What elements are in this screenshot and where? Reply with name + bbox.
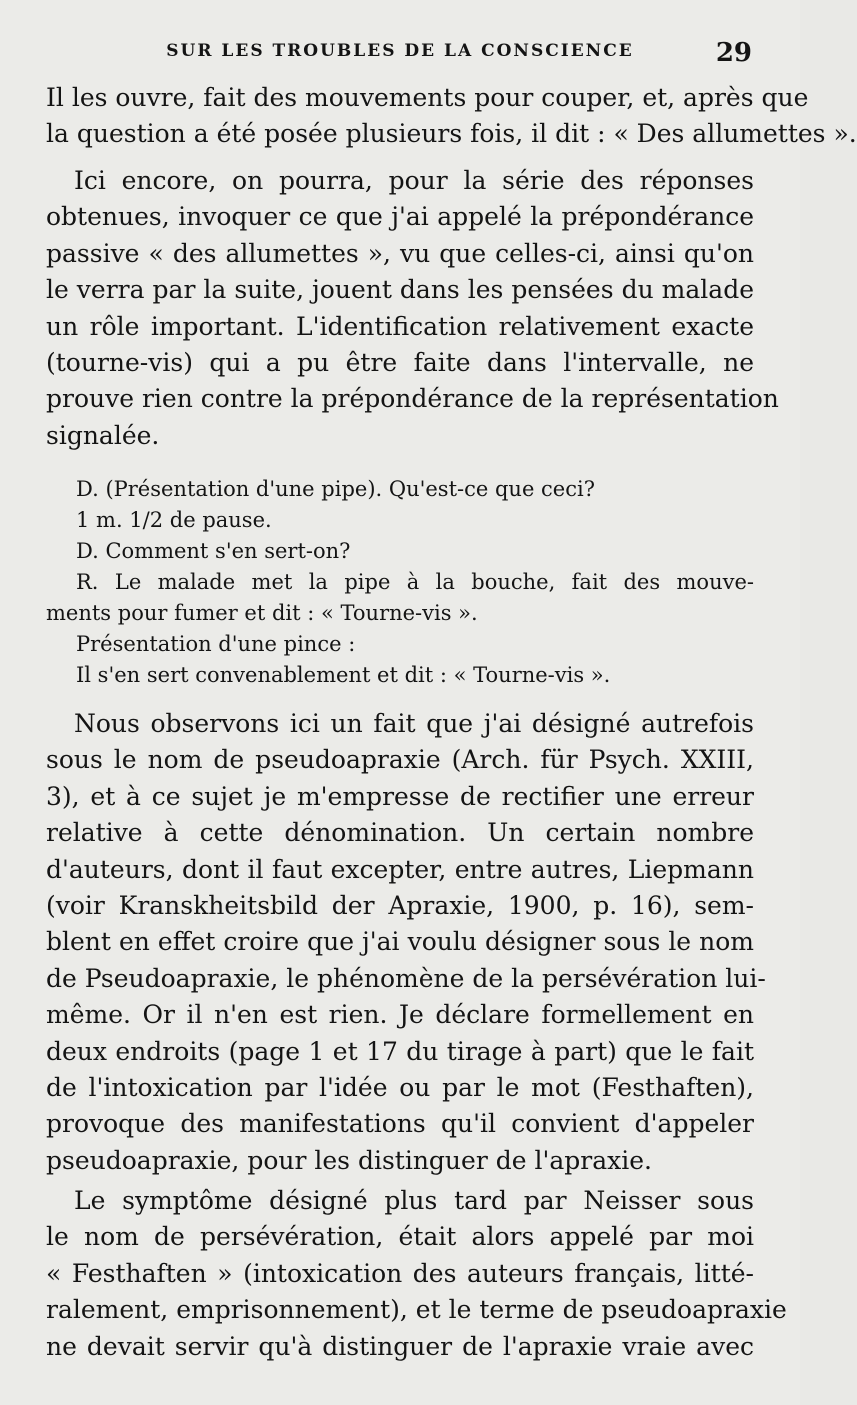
paragraph xyxy=(46,706,766,1179)
text-line: de Pseudoapraxie, le phénomène de la persévération lui- xyxy=(46,963,766,993)
text-line: Nous observons ici un fait que j'ai désigné autrefois xyxy=(74,709,754,738)
page-number: 29 xyxy=(715,38,752,68)
text-line: Ici encore, on pourra, pour la série des réponses xyxy=(74,166,754,195)
text-line: ne devait servir qu'à distinguer de l'apraxie vraie avec xyxy=(46,1331,754,1361)
dialogue-block xyxy=(46,474,754,691)
dialogue-line: R. Le malade met la pipe à la bouche, fait des mouve- xyxy=(76,570,754,594)
dialogue-line: ments pour fumer et dit : « Tourne-vis ». xyxy=(46,601,478,625)
text-line: provoque des manifestations qu'il convient d'appeler xyxy=(46,1109,754,1139)
text-line: prouve rien contre la prépondérance de la représentation xyxy=(46,384,779,414)
dialogue-line: D. (Présentation d'une pipe). Qu'est-ce que ceci? xyxy=(76,477,595,501)
dialogue-line: Il s'en sert convenablement et dit : « Tourne-vis ». xyxy=(76,663,611,687)
text-line: 3), et à ce sujet je m'empresse de rectifier une erreur xyxy=(46,781,754,811)
text-line: signalée. xyxy=(46,420,160,450)
text-line: la question a été posée plusieurs fois, il dit : « Des allumettes ». xyxy=(46,119,857,149)
paragraph xyxy=(46,163,779,454)
text-line: même. Or il n'en est rien. Je déclare formellement en xyxy=(46,1000,754,1030)
text-line: (tourne-vis) qui a pu être faite dans l'intervalle, ne xyxy=(46,347,754,377)
text-line: d'auteurs, dont il faut excepter, entre autres, Liepmann xyxy=(46,854,754,884)
text-line: ralement, emprisonnement), et le terme de pseudoapraxie xyxy=(46,1295,787,1325)
text-line: « Festhaften » (intoxication des auteurs français, litté- xyxy=(46,1258,754,1288)
text-line: le nom de persévération, était alors appelé par moi xyxy=(46,1222,754,1252)
text-line: obtenues, invoquer ce que j'ai appelé la prépondérance xyxy=(46,202,754,232)
dialogue-line: Présentation d'une pince : xyxy=(76,632,356,656)
text-line: un rôle important. L'identification relativement exacte xyxy=(46,311,754,341)
text-line: passive « des allumettes », vu que celles-ci, ainsi qu'on xyxy=(46,238,754,268)
text-line: relative à cette dénomination. Un certain nombre xyxy=(46,818,754,848)
text-line: Le symptôme désigné plus tard par Neisser sous xyxy=(74,1186,754,1215)
text-line: blent en effet croire que j'ai voulu désigner sous le nom xyxy=(46,927,754,957)
text-line: deux endroits (page 1 et 17 du tirage à part) que le fait xyxy=(46,1036,754,1066)
running-header xyxy=(48,38,752,68)
text-line: (voir Kranskheitsbild der Apraxie, 1900, p. 16), sem- xyxy=(46,890,754,920)
text-line: Il les ouvre, fait des mouvements pour couper, et, après que xyxy=(46,83,809,112)
text-line: le verra par la suite, jouent dans les pensées du malade xyxy=(46,275,754,305)
dialogue-line: D. Comment s'en sert-on? xyxy=(76,539,351,563)
text-line: sous le nom de pseudoapraxie (Arch. für Psych. XXIII, xyxy=(46,745,754,775)
running-title: SUR LES TROUBLES DE LA CONSCIENCE xyxy=(166,41,634,61)
paragraph xyxy=(46,1183,787,1365)
dialogue-line: 1 m. 1/2 de pause. xyxy=(76,508,272,532)
text-line: pseudoapraxie, pour les distinguer de l'apraxie. xyxy=(46,1145,652,1175)
text-line: de l'intoxication par l'idée ou par le mot (Festhaften), xyxy=(46,1072,754,1102)
paragraph-continuation xyxy=(46,80,857,153)
